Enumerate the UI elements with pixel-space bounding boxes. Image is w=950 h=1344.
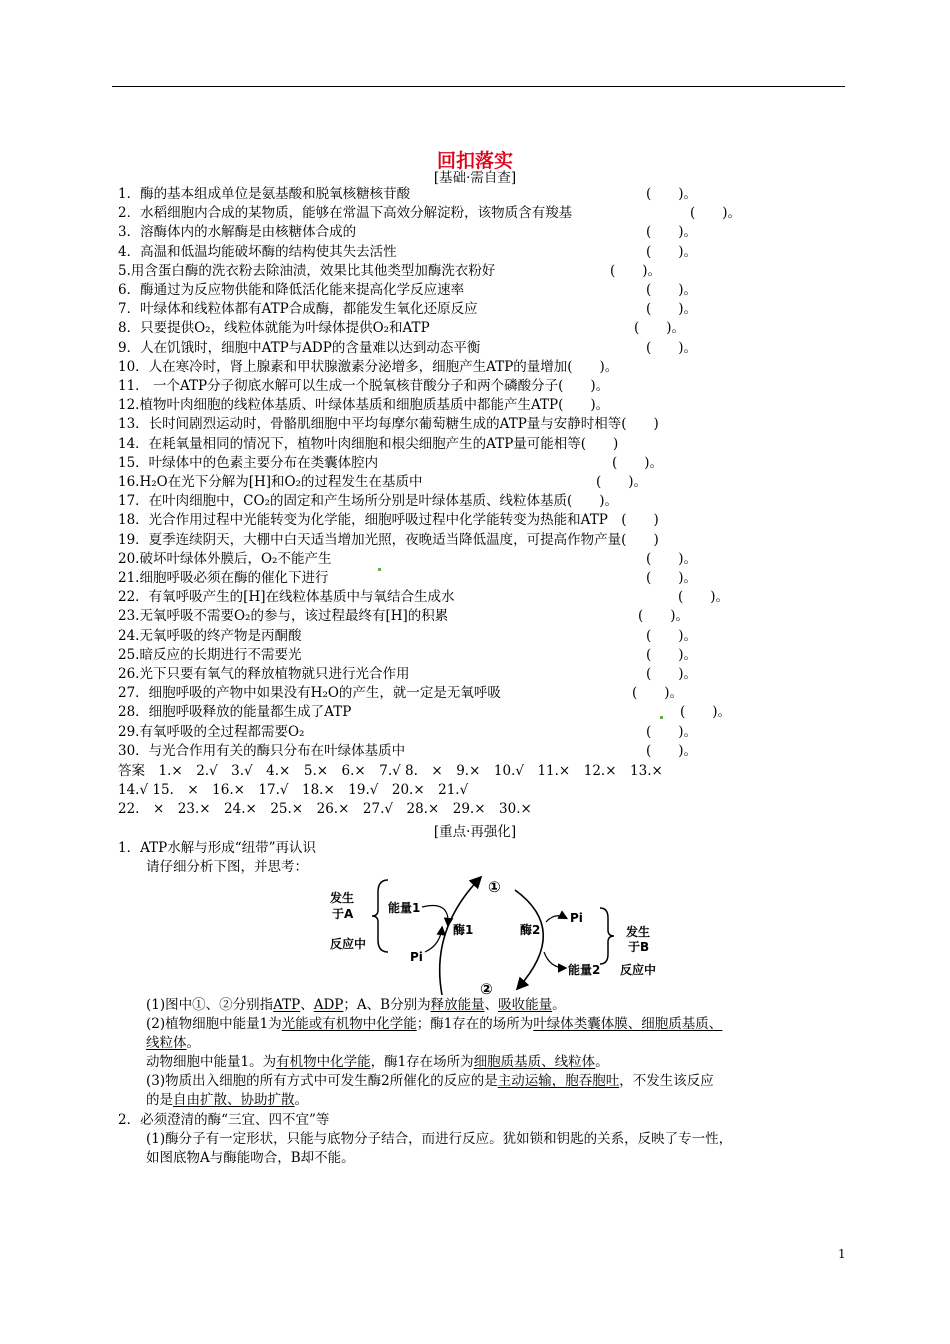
answer-blank: ( )。	[646, 723, 698, 740]
page-title: 回扣落实	[436, 150, 513, 172]
q1-sep-2: 、	[484, 997, 499, 1013]
item1-title: 1．ATP水解与形成“纽带”再认识	[118, 840, 316, 856]
circle-1-label: ①	[488, 878, 501, 896]
q2b-answer-sites: 细胞质基质、线粒体	[473, 1054, 596, 1070]
answer-blank: ( )。	[646, 282, 698, 298]
hydrolysis-arrow	[515, 890, 543, 988]
q1-sep-1: 、	[300, 997, 314, 1013]
q2-answer-mito: 线粒体	[146, 1035, 187, 1051]
question-2b-answer	[146, 1053, 609, 1072]
right-brace	[600, 908, 614, 964]
energy1-label: 能量1	[388, 901, 421, 915]
question-item: 2．水稻细胞内合成的某物质，能够在常温下高效分解淀粉，该物质含有羧基	[118, 205, 573, 222]
question-item: 13．长时间剧烈运动时，骨骼肌细胞中平均每摩尔葡萄糖生成的ATP量与安静时相等( )	[118, 416, 659, 433]
question-item: 3．溶酶体内的水解酶是由核糖体合成的	[118, 224, 357, 241]
question-item: 30．与光合作用有关的酶只分布在叶绿体基质中	[118, 742, 406, 759]
q2-answer-energy: 光能或有机物中化学能	[281, 1016, 417, 1032]
left-label-1: 发生	[330, 891, 355, 905]
question-3-answer-cont	[146, 1091, 308, 1110]
q2-prefix: (2)植物细胞中能量1为	[146, 1016, 282, 1032]
enzyme1-label: 酶1	[453, 923, 474, 937]
answer-blank: ( )。	[646, 243, 698, 260]
question-item: 4．高温和低温均能破坏酶的结构使其失去活性	[118, 243, 397, 260]
answers-line-2: 14.√ 15. × 16.× 17.√ 18.× 19.√ 20.× 21.√	[118, 782, 469, 798]
section-heading-key: [重点·再强化]	[433, 824, 517, 840]
answer-blank: ( )。	[646, 627, 698, 644]
q3-prefix: (3)物质出入细胞的所有方式中可发生酶2所催化的反应的是	[146, 1073, 498, 1089]
q2b-answer-energy: 有机物中化学能	[276, 1054, 371, 1070]
q2b-end: 。	[595, 1054, 609, 1070]
question-item: 7．叶绿体和线粒体都有ATP合成酶，都能发生氧化还原反应	[118, 301, 478, 318]
q2b-prefix: 动物细胞中能量1。为	[146, 1054, 277, 1070]
page-number: 1	[838, 1247, 846, 1261]
question-item: 29.有氧呼吸的全过程都需要O₂	[118, 723, 305, 740]
item2-paragraph-2: 如图底物A与酶能吻合，B却不能。	[146, 1150, 355, 1166]
atp-cycle-diagram	[330, 870, 670, 1000]
answer-blank: ( )。	[646, 224, 698, 241]
right-label-3: 反应中	[620, 963, 657, 977]
left-label-2: 于A	[332, 907, 354, 921]
q3-middle: ，不发生该反应	[619, 1073, 714, 1089]
answer-blank: ( )。	[646, 186, 698, 202]
answer-blank: ( )。	[634, 320, 686, 337]
question-3-answer	[146, 1072, 714, 1091]
stray-dot	[378, 568, 381, 571]
answers-line-3: 22. × 23.× 24.× 25.× 26.× 27.√ 28.× 29.× 30.×	[118, 801, 532, 817]
q2-end: 。	[186, 1035, 200, 1051]
q1-answer-adp: ADP	[313, 997, 344, 1013]
energy1-arrow	[422, 905, 448, 925]
answer-blank: ( )。	[646, 301, 698, 318]
answers-line-1: 答案 1.× 2.√ 3.√ 4.× 5.× 6.× 7.√ 8. × 9.× 10.√ 11.× 12.× 13.×	[118, 763, 663, 779]
q3-end: 。	[294, 1092, 308, 1108]
question-item: 20.破坏叶绿体外膜后，O₂不能产生	[118, 550, 332, 567]
question-item: 10．人在寒冷时，肾上腺素和甲状腺激素分泌增多，细胞产生ATP的量增加( )。	[118, 358, 619, 375]
item2-title: 2．必须澄清的酶“三宜、四不宜”等	[118, 1112, 330, 1128]
answer-blank: ( )。	[646, 550, 698, 567]
question-item: 26.光下只要有氧气的释放植物就只进行光合作用	[118, 666, 410, 682]
answer-blank: ( )。	[596, 474, 648, 490]
answer-blank: ( )。	[690, 205, 742, 222]
enzyme2-label: 酶2	[520, 923, 541, 937]
q1-prefix: (1)图中①、②分别指	[146, 997, 274, 1013]
question-item: 24.无氧呼吸的终产物是丙酮酸	[118, 627, 302, 644]
question-item: 22．有氧呼吸产生的[H]在线粒体基质中与氧结合生成水	[118, 589, 455, 606]
question-item: 14．在耗氧量相同的情况下，植物叶肉细胞和根尖细胞产生的ATP量可能相等( )	[118, 435, 619, 452]
pi-left-arrow	[425, 928, 442, 952]
question-1-answer	[146, 996, 566, 1015]
answer-blank: ( )。	[646, 339, 698, 356]
item1-prompt: 请仔细分析下图，并思考：	[146, 859, 308, 875]
answer-blank: ( )。	[678, 589, 730, 606]
answer-blank: ( )。	[610, 262, 662, 279]
question-item: 9．人在饥饿时，细胞中ATP与ADP的含量难以达到动态平衡	[118, 339, 481, 356]
answer-blank: ( )。	[612, 454, 664, 471]
section-heading-basic: [基础·需自查]	[433, 170, 517, 186]
q3-line2-prefix: 的是	[146, 1092, 173, 1108]
question-item: 12.植物叶肉细胞的线粒体基质、叶绿体基质和细胞质基质中都能产生ATP( )。	[118, 397, 610, 414]
header-rule	[112, 86, 845, 87]
question-item: 1．酶的基本组成单位是氨基酸和脱氧核糖核苷酸	[118, 186, 411, 202]
answer-blank: ( )。	[646, 666, 698, 682]
question-item: 25.暗反应的长期进行不需要光	[118, 646, 302, 663]
question-item: 16.H₂O在光下分解为[H]和O₂的过程发生在基质中	[118, 474, 423, 490]
energy2-arrow	[544, 952, 565, 968]
question-2-answer	[146, 1015, 722, 1034]
stray-dot	[660, 716, 663, 719]
question-item: 15．叶绿体中的色素主要分布在类囊体腔内	[118, 454, 379, 471]
q1-answer-atp: ATP	[273, 997, 301, 1013]
q1-end: 。	[552, 997, 566, 1013]
q3-answer-active: 主动运输，胞吞胞吐	[497, 1073, 620, 1089]
energy2-label: 能量2	[568, 963, 601, 977]
q2-answer-sites: 叶绿体类囊体膜、细胞质基质、	[533, 1016, 723, 1032]
question-item: 28．细胞呼吸释放的能量都生成了ATP	[118, 704, 352, 721]
question-item: 6．酶通过为反应物供能和降低活化能来提高化学反应速率	[118, 282, 465, 298]
answer-blank: ( )。	[646, 570, 698, 586]
answer-blank: ( )。	[646, 646, 698, 663]
question-item: 5.用含蛋白酶的洗衣粉去除油渍，效果比其他类型加酶洗衣粉好	[118, 262, 496, 279]
answer-blank: ( )。	[646, 742, 698, 759]
right-label-2: 于B	[628, 940, 650, 954]
question-item: 23.无氧呼吸不需要O₂的参与，该过程最终有[H]的积累	[118, 608, 449, 625]
pi-left-label: Pi	[410, 950, 423, 964]
q2b-middle: ，酶1存在场所为	[370, 1054, 474, 1070]
answer-blank: ( )。	[632, 685, 684, 702]
question-item: 19．夏季连续阴天，大棚中白天适当增加光照，夜晚适当降低温度，可提高作物产量( )	[118, 531, 659, 548]
answer-blank: ( )。	[680, 704, 732, 721]
q1-answer-absorb: 吸收能量	[498, 997, 553, 1013]
left-brace	[372, 880, 388, 952]
question-item: 18．光合作用过程中光能转变为化学能，细胞呼吸过程中化学能转变为热能和ATP ( )	[118, 512, 659, 529]
q1-middle: ；A、B分别为	[343, 997, 431, 1013]
pi-right-arrow	[546, 916, 566, 922]
right-label-1: 发生	[626, 925, 651, 939]
question-item: 11． 一个ATP分子彻底水解可以生成一个脱氧核苷酸分子和两个磷酸分子( )。	[118, 378, 610, 394]
question-2-answer-cont	[146, 1034, 200, 1053]
question-item: 8．只要提供O₂，线粒体就能为叶绿体提供O₂和ATP	[118, 320, 430, 337]
answer-blank: ( )。	[638, 608, 690, 625]
question-item: 27．细胞呼吸的产物中如果没有H₂O的产生，就一定是无氧呼吸	[118, 685, 501, 702]
pi-right-label: Pi	[570, 911, 583, 925]
q2-middle: ；酶1存在的场所为	[416, 1016, 534, 1032]
circle-2-label: ②	[480, 980, 493, 998]
left-label-3: 反应中	[330, 937, 367, 951]
item2-paragraph-1: (1)酶分子有一定形状，只能与底物分子结合，而进行反应。犹如锁和钥匙的关系，反映了专一性，	[146, 1131, 733, 1147]
question-item: 21.细胞呼吸必须在酶的催化下进行	[118, 570, 329, 586]
question-item: 17．在叶肉细胞中，CO₂的固定和产生场所分别是叶绿体基质、线粒体基质( )。	[118, 493, 619, 510]
q3-answer-passive: 自由扩散、协助扩散	[173, 1092, 295, 1108]
q1-answer-release: 释放能量	[430, 997, 485, 1013]
